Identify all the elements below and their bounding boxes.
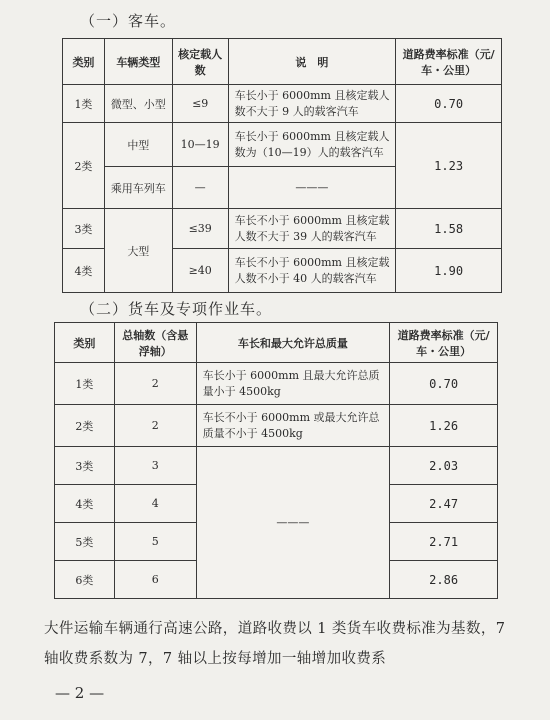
table-row [63,123,502,167]
header-category: 类别 [63,39,105,85]
table-row [55,447,498,485]
passenger-fee-table [62,38,502,293]
header-category: 类别 [55,323,115,363]
seats-cell: ≥40 [172,249,228,293]
body-paragraph: 大件运输车辆通行高速公路，道路收费以 1 类货车收费标准为基数，7 轴收费系数为 7，7 轴以上按每增加一轴增加收费系 [44,621,506,667]
seats-cell: — [172,167,228,209]
axles-cell: 2 [114,363,196,405]
rate-cell: 2.71 [390,523,498,561]
header-rate: 道路费率标准（元/车・公里） [390,323,498,363]
header-rate: 道路费率标准（元/车・公里） [396,39,502,85]
vehicle-type-cell: 乘用车列车 [104,167,172,209]
rate-cell: 1.58 [396,209,502,249]
description-cell: 车长小于 6000mm 且核定载人数为（10—19）人的载客汽车 [228,123,396,167]
category-cell: 2类 [63,123,105,209]
category-cell: 4类 [55,485,115,523]
axles-cell: 6 [114,561,196,599]
category-cell: 6类 [55,561,115,599]
category-cell: 2类 [55,405,115,447]
rate-cell: 1.90 [396,249,502,293]
axles-cell: 5 [114,523,196,561]
rate-cell: 1.23 [396,123,502,209]
category-cell: 3类 [63,209,105,249]
section-title-freight: （二）货车及专项作业车。 [80,300,273,318]
vehicle-type-cell: 中型 [104,123,172,167]
seats-cell: 10—19 [172,123,228,167]
axles-cell: 4 [114,485,196,523]
description-cell: 车长小于 6000mm 且最大允许总质量小于 4500kg [196,363,390,405]
table-row [63,85,502,123]
category-cell: 1类 [55,363,115,405]
rate-cell: 2.47 [390,485,498,523]
freight-fee-table [54,322,498,599]
description-cell: ——— [196,447,390,599]
header-length-mass: 车长和最大允许总质量 [196,323,390,363]
vehicle-type-cell: 微型、小型 [104,85,172,123]
rate-cell: 0.70 [396,85,502,123]
header-description: 说 明 [228,39,396,85]
axles-cell: 3 [114,447,196,485]
page-number: — 2 — [55,684,105,702]
header-axles: 总轴数（含悬浮轴） [114,323,196,363]
description-cell: 车长小于 6000mm 且核定载人数不大于 9 人的载客汽车 [228,85,396,123]
section-title-passenger: （一）客车。 [80,12,177,30]
axles-cell: 2 [114,405,196,447]
category-cell: 3类 [55,447,115,485]
vehicle-type-cell: 大型 [104,209,172,293]
table-row [55,405,498,447]
seats-cell: ≤39 [172,209,228,249]
description-cell: ——— [228,167,396,209]
table-header-row [63,39,502,85]
category-cell: 4类 [63,249,105,293]
description-cell: 车长不小于 6000mm 且核定载人数不小于 40 人的载客汽车 [228,249,396,293]
category-cell: 1类 [63,85,105,123]
seats-cell: ≤9 [172,85,228,123]
rate-cell: 1.26 [390,405,498,447]
rate-cell: 2.03 [390,447,498,485]
table-row [63,209,502,249]
table-header-row [55,323,498,363]
description-cell: 车长不小于 6000mm 或最大允许总质量不小于 4500kg [196,405,390,447]
description-cell: 车长不小于 6000mm 且核定载人数不大于 39 人的载客汽车 [228,209,396,249]
header-vehicle-type: 车辆类型 [104,39,172,85]
rate-cell: 2.86 [390,561,498,599]
category-cell: 5类 [55,523,115,561]
rate-cell: 0.70 [390,363,498,405]
header-seats: 核定载人数 [172,39,228,85]
table-row [55,363,498,405]
